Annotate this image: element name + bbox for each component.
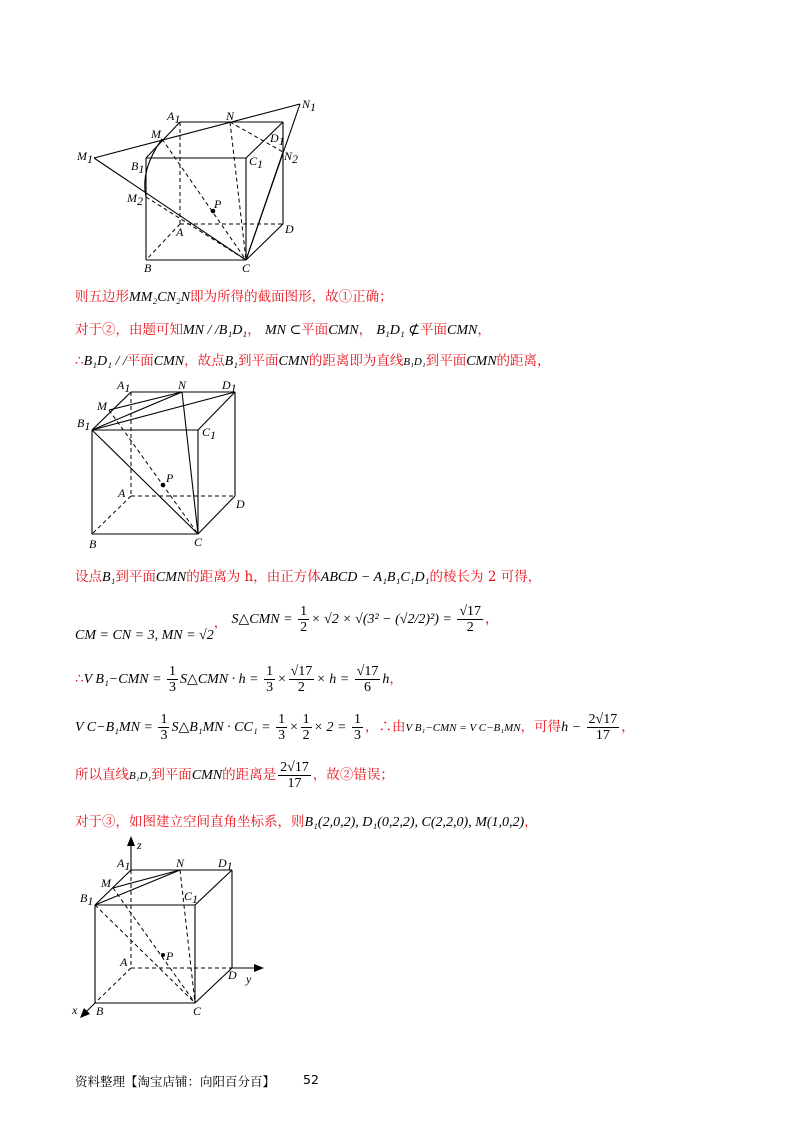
- line-8: 所以直线B₁D₁到平面CMN的距离是 $\frac{2√17}{17}$ ，故②错误；: [75, 760, 394, 791]
- svg-text:C: C: [193, 1004, 202, 1018]
- line-4: 设点B₁到平面CMN的距离为 h，由正方体ABCD − A₁B₁C₁D₁的棱长为 2 可得，: [75, 569, 542, 585]
- svg-text:N: N: [176, 856, 185, 870]
- svg-text:C1: C1: [202, 425, 217, 442]
- svg-text:z: z: [137, 838, 142, 852]
- line-2: 对于②，由题可知MN / /B₁D₁， MN ⊂平面CMN， B₁D₁ ⊄平面CMN，: [75, 322, 491, 338]
- svg-text:M2: M2: [127, 191, 143, 208]
- svg-text:N2: N2: [284, 149, 299, 166]
- svg-text:D1: D1: [222, 378, 237, 395]
- svg-text:N: N: [226, 109, 235, 123]
- svg-text:A: A: [120, 955, 128, 969]
- svg-text:x: x: [72, 1003, 78, 1017]
- line-9: 对于③，如图建立空间直角坐标系，则B₁(2,0,2), D₁(0,2,2), C(2,2,0), M(1,0,2)，: [75, 814, 538, 830]
- svg-text:P: P: [166, 471, 174, 485]
- figure-2-cube: [70, 372, 255, 552]
- line-5: CM = CN = 3, MN = √2， S△CMN = $\frac{1}{2}$ × √2 × √(3² − (√2/2)²) = $\frac{√17}{2}$ ，: [75, 604, 499, 643]
- svg-text:C1: C1: [184, 889, 199, 906]
- svg-text:D1: D1: [218, 856, 233, 873]
- svg-text:D: D: [285, 222, 294, 236]
- line-n2-c: [246, 152, 283, 260]
- svg-text:B1: B1: [131, 159, 145, 176]
- svg-text:M: M: [101, 876, 111, 890]
- svg-text:N: N: [178, 378, 187, 392]
- line-1: 则五边形MM₂CN₂N即为所得的截面图形，故①正确；: [75, 289, 393, 305]
- arc-m-m2: [145, 139, 162, 197]
- svg-text:M: M: [151, 127, 161, 141]
- svg-text:P: P: [166, 949, 174, 963]
- svg-text:A1: A1: [117, 856, 131, 873]
- svg-text:M: M: [97, 399, 107, 413]
- svg-text:B1: B1: [80, 891, 94, 908]
- svg-text:A1: A1: [167, 109, 181, 126]
- line-7: V C−B₁MN = $\frac{1}{3}$ S△B₁MN · CC₁ = $\frac{1}{3}$ × $\frac{1}{2}$ × 2 = $\frac{1}{3}$ ，∴由V B₁−CMN = V C−B₁MN，可得h − $\frac{2√17}{17}$ ，: [75, 712, 635, 743]
- figure-3-coordinate-cube: [70, 835, 270, 1020]
- svg-text:A: A: [176, 225, 184, 239]
- page-number: 52: [303, 1072, 319, 1087]
- svg-text:D: D: [228, 968, 237, 982]
- svg-text:A1: A1: [117, 378, 131, 395]
- svg-text:D1: D1: [270, 131, 285, 148]
- line-6: ∴V B₁−CMN = $\frac{1}{3}$ S△CMN · h = $\frac{1}{3}$ × $\frac{√17}{2}$ × h = $\frac{√17}{6}$ h，: [75, 664, 403, 695]
- svg-text:P: P: [214, 197, 222, 211]
- figure-1-cube-section: [70, 95, 320, 275]
- svg-text:M1: M1: [77, 149, 93, 166]
- line-m1-c: [94, 158, 246, 260]
- svg-text:C1: C1: [249, 154, 264, 171]
- svg-text:B: B: [144, 261, 152, 275]
- svg-text:N1: N1: [302, 97, 317, 114]
- svg-text:A: A: [118, 486, 126, 500]
- svg-text:y: y: [246, 972, 252, 986]
- line-3: ∴B₁D₁ / /平面CMN，故点B₁到平面CMN的距离即为直线B₁D₁到平面CMN的距离，: [75, 353, 551, 369]
- svg-text:B: B: [89, 537, 97, 551]
- edge-c-d: [246, 224, 283, 260]
- svg-text:D: D: [236, 497, 245, 511]
- svg-text:C: C: [194, 535, 203, 549]
- footer-source: 资料整理【淘宝店铺：向阳百分百】: [75, 1074, 276, 1089]
- svg-text:B1: B1: [77, 416, 91, 433]
- svg-text:B: B: [96, 1004, 104, 1018]
- svg-text:C: C: [242, 261, 251, 275]
